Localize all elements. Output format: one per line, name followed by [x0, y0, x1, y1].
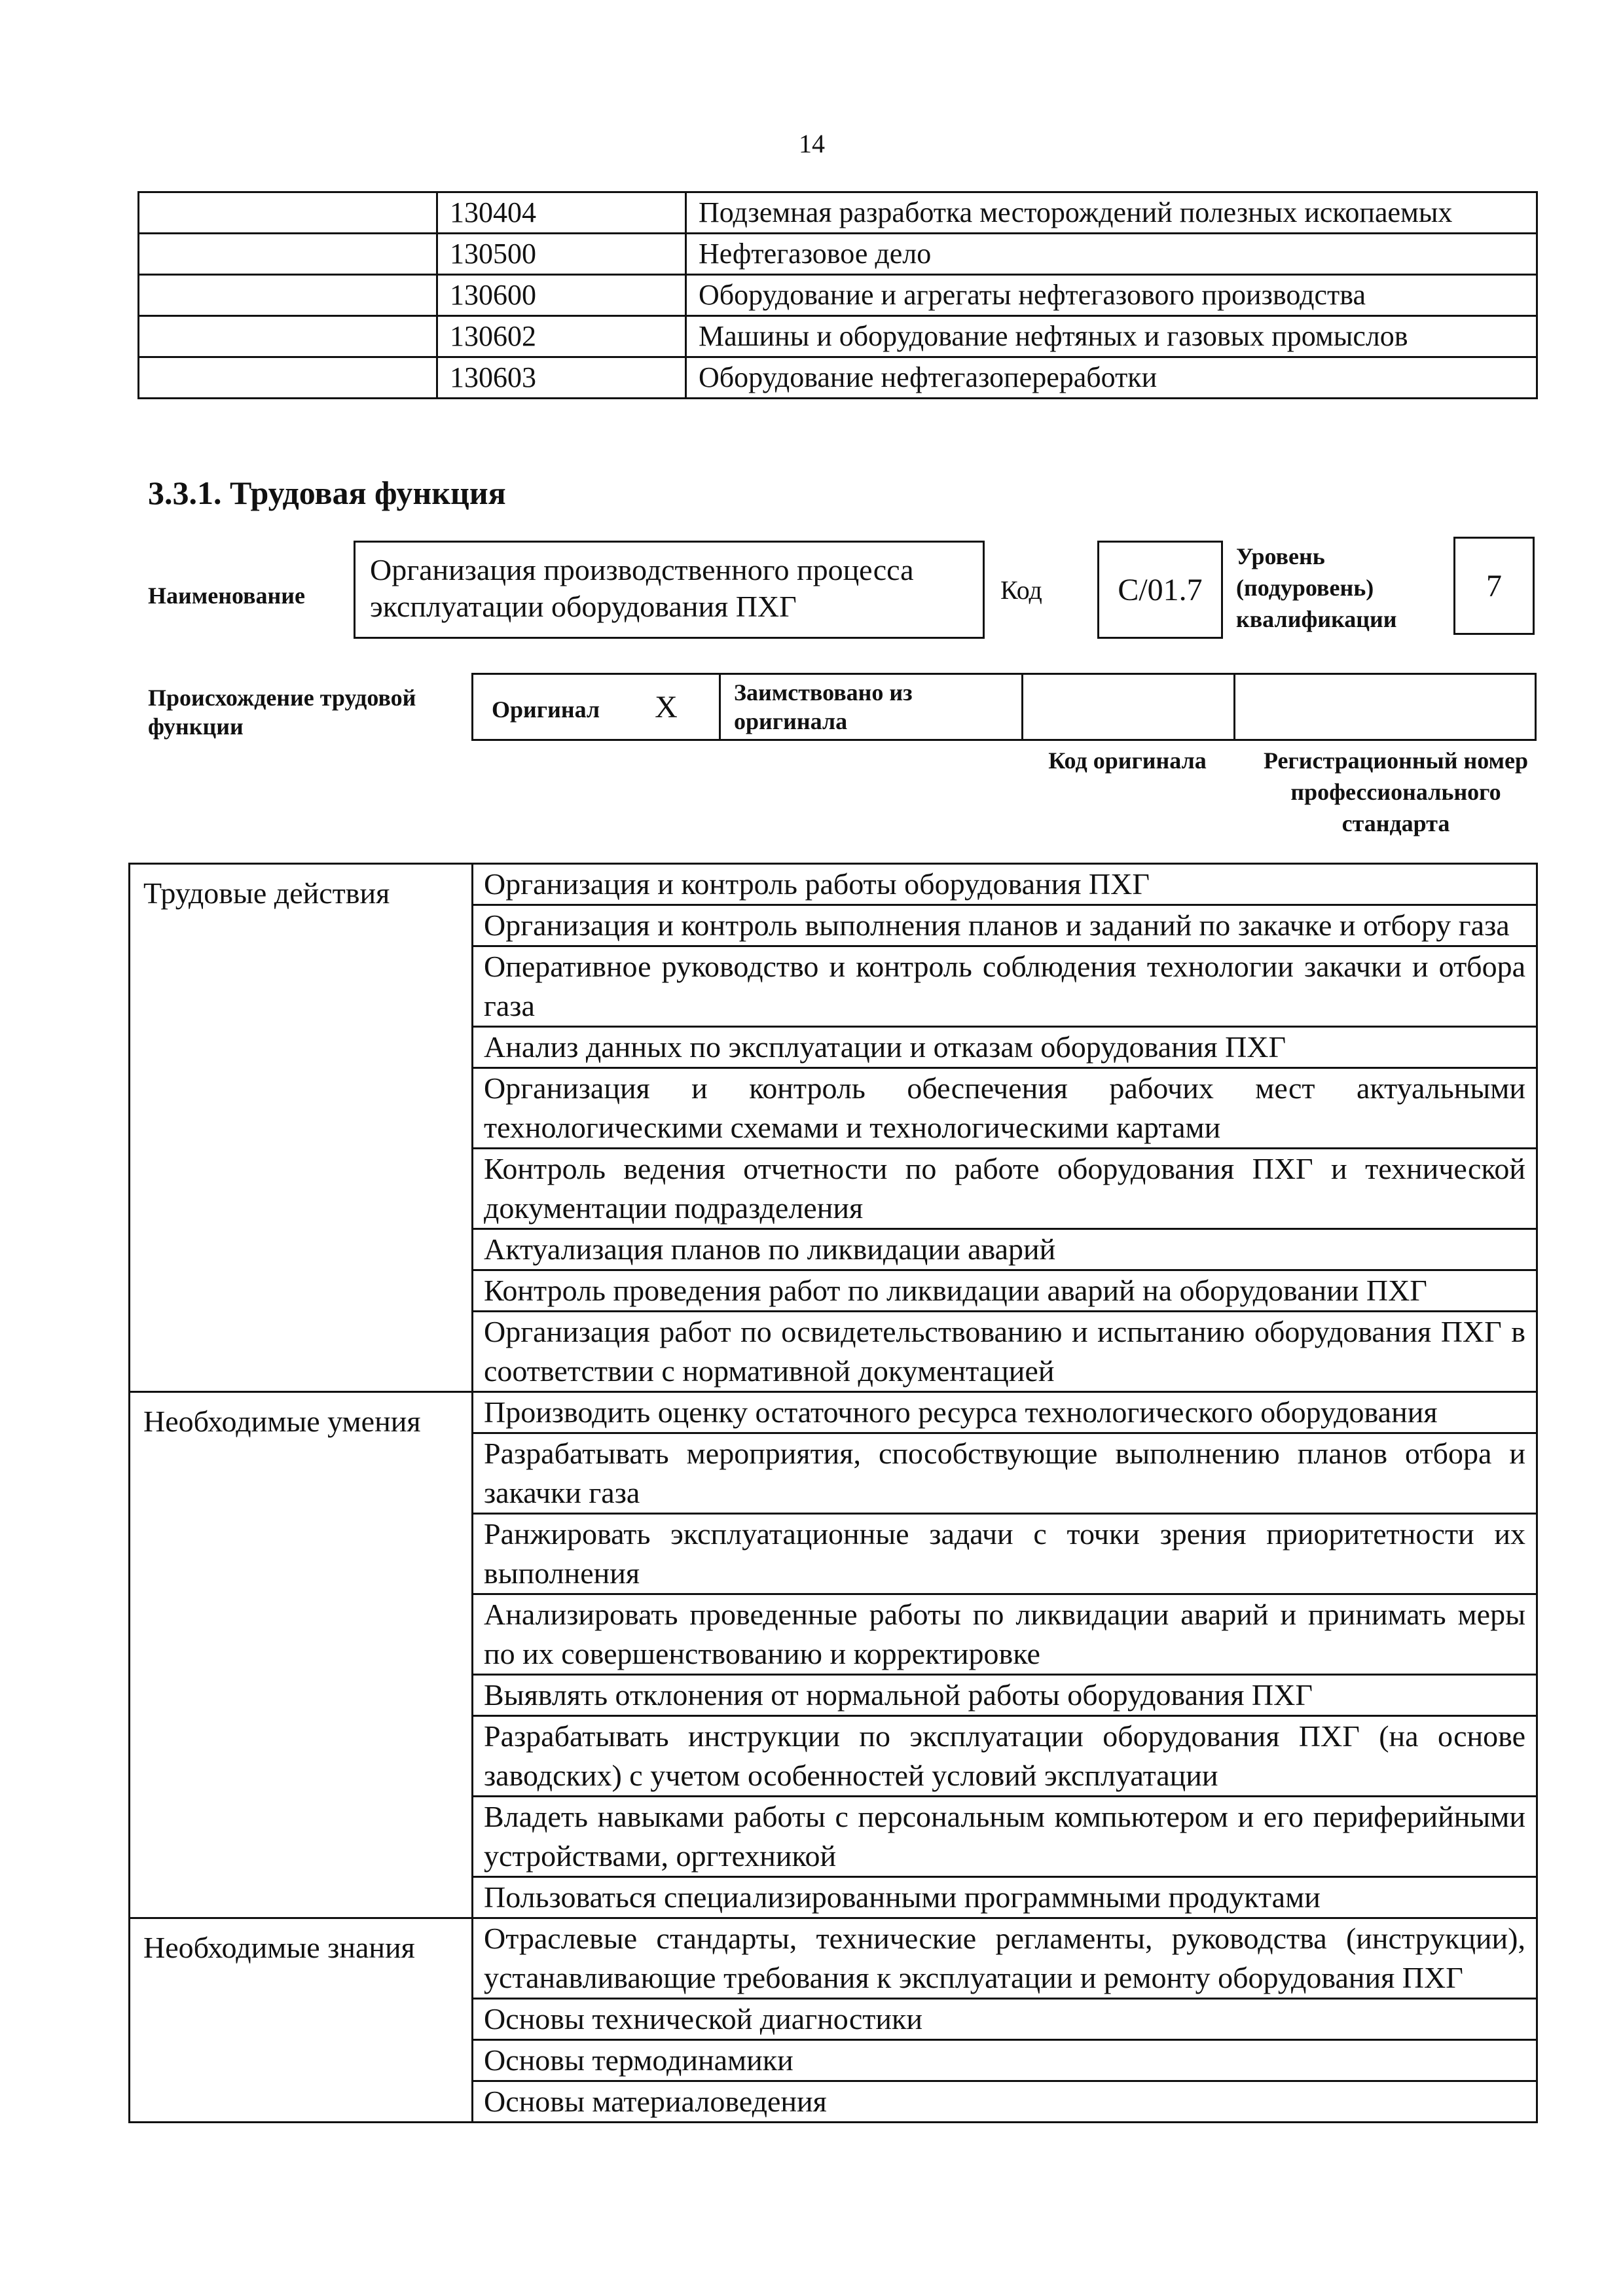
function-name-box: Организация производственного процесса эксплуатации оборудования ПХГ: [354, 541, 985, 639]
codes-empty-cell: [139, 234, 437, 275]
item-cell: Организация работ по освидетельствованию и испытанию оборудования ПХГ в соответствии с нормативной документацией: [473, 1312, 1537, 1392]
page-number: 14: [799, 129, 825, 158]
item-cell: Организация и контроль обеспечения рабочих мест актуальными технологическими схемами и технологическими картами: [473, 1068, 1537, 1149]
item-cell: Организация и контроль выполнения планов и заданий по закачке и отбору газа: [473, 905, 1537, 946]
table-row: [130, 1392, 1537, 1433]
item-cell: Отраслевые стандарты, технические регламенты, руководства (инструкции), устанавливающие требования к эксплуатации и ремонту оборудования ПХГ: [473, 1918, 1537, 1999]
codes-row: [139, 234, 1537, 275]
qualification-level-label: Уровень (подуровень) квалификации: [1236, 543, 1397, 632]
section-title: 3.3.1. Трудовая функция: [148, 475, 506, 511]
item-cell: Основы технической диагностики: [473, 1999, 1537, 2040]
code-label: Код: [1000, 575, 1042, 605]
code-name-cell: Машины и оборудование нефтяных и газовых промыслов: [686, 316, 1537, 357]
item-cell: Организация и контроль работы оборудования ПХГ: [473, 864, 1537, 905]
category-cell: Трудовые действия: [130, 864, 473, 1392]
item-cell: Пользоваться специализированными программными продуктами: [473, 1877, 1537, 1918]
codes-row: [139, 357, 1537, 399]
original-mark: X: [655, 689, 678, 725]
reg-number-label: Регистрационный номер профессионального стандарта: [1263, 747, 1529, 836]
item-cell: Ранжировать эксплуатационные задачи с точки зрения приоритетности их выполнения: [473, 1514, 1537, 1594]
codes-empty-cell: [139, 357, 437, 399]
item-cell: Разрабатывать мероприятия, способствующие выполнению планов отбора и закачки газа: [473, 1433, 1537, 1514]
codes-row: [139, 275, 1537, 316]
qualification-level-box: 7: [1453, 537, 1535, 635]
code-cell: 130404: [437, 192, 686, 234]
origin-table: [471, 673, 1537, 741]
item-cell: Основы материаловедения: [473, 2081, 1537, 2123]
codes-table: [137, 191, 1538, 399]
code-original-cell: [1023, 674, 1235, 740]
item-cell: Анализировать проведенные работы по ликвидации аварий и принимать меры по их совершенствованию и корректировке: [473, 1594, 1537, 1675]
item-cell: Контроль ведения отчетности по работе оборудования ПХГ и технической документации подразделения: [473, 1149, 1537, 1229]
item-cell: Контроль проведения работ по ликвидации аварий на оборудовании ПХГ: [473, 1270, 1537, 1312]
code-name-cell: Оборудование нефтегазопереработки: [686, 357, 1537, 399]
code-cell: 130500: [437, 234, 686, 275]
code-cell: 130603: [437, 357, 686, 399]
item-cell: Выявлять отклонения от нормальной работы оборудования ПХГ: [473, 1675, 1537, 1716]
code-name-cell: Оборудование и агрегаты нефтегазового производства: [686, 275, 1537, 316]
code-cell: 130602: [437, 316, 686, 357]
codes-empty-cell: [139, 192, 437, 234]
category-cell: Необходимые знания: [130, 1918, 473, 2123]
table-row: [130, 1918, 1537, 1999]
item-cell: Владеть навыками работы с персональным компьютером и его периферийными устройствами, оргтехникой: [473, 1797, 1537, 1877]
item-cell: Оперативное руководство и контроль соблюдения технологии закачки и отбора газа: [473, 946, 1537, 1027]
name-label: Наименование: [148, 583, 305, 609]
origin-label: Происхождение трудовой функции: [148, 685, 416, 740]
labor-function-table: [128, 863, 1538, 2123]
function-code-box: C/01.7: [1097, 541, 1223, 639]
item-cell: Актуализация планов по ликвидации аварий: [473, 1229, 1537, 1270]
origin-original-cell: [473, 674, 720, 740]
code-cell: 130600: [437, 275, 686, 316]
codes-empty-cell: [139, 316, 437, 357]
item-cell: Основы термодинамики: [473, 2040, 1537, 2081]
borrowed-label: Заимствовано из оригинала: [720, 674, 1023, 740]
category-cell: Необходимые умения: [130, 1392, 473, 1918]
codes-row: [139, 316, 1537, 357]
codes-empty-cell: [139, 275, 437, 316]
original-label: Оригинал: [492, 696, 600, 723]
item-cell: Производить оценку остаточного ресурса технологического оборудования: [473, 1392, 1537, 1433]
code-name-cell: Нефтегазовое дело: [686, 234, 1537, 275]
item-cell: Анализ данных по эксплуатации и отказам оборудования ПХГ: [473, 1027, 1537, 1068]
table-row: [130, 864, 1537, 905]
codes-row: [139, 192, 1537, 234]
reg-number-cell: [1235, 674, 1536, 740]
item-cell: Разрабатывать инструкции по эксплуатации оборудования ПХГ (на основе заводских) с учетом особенностей условий эксплуатации: [473, 1716, 1537, 1797]
code-name-cell: Подземная разработка месторождений полезных ископаемых: [686, 192, 1537, 234]
code-original-label: Код оригинала: [1048, 747, 1207, 774]
